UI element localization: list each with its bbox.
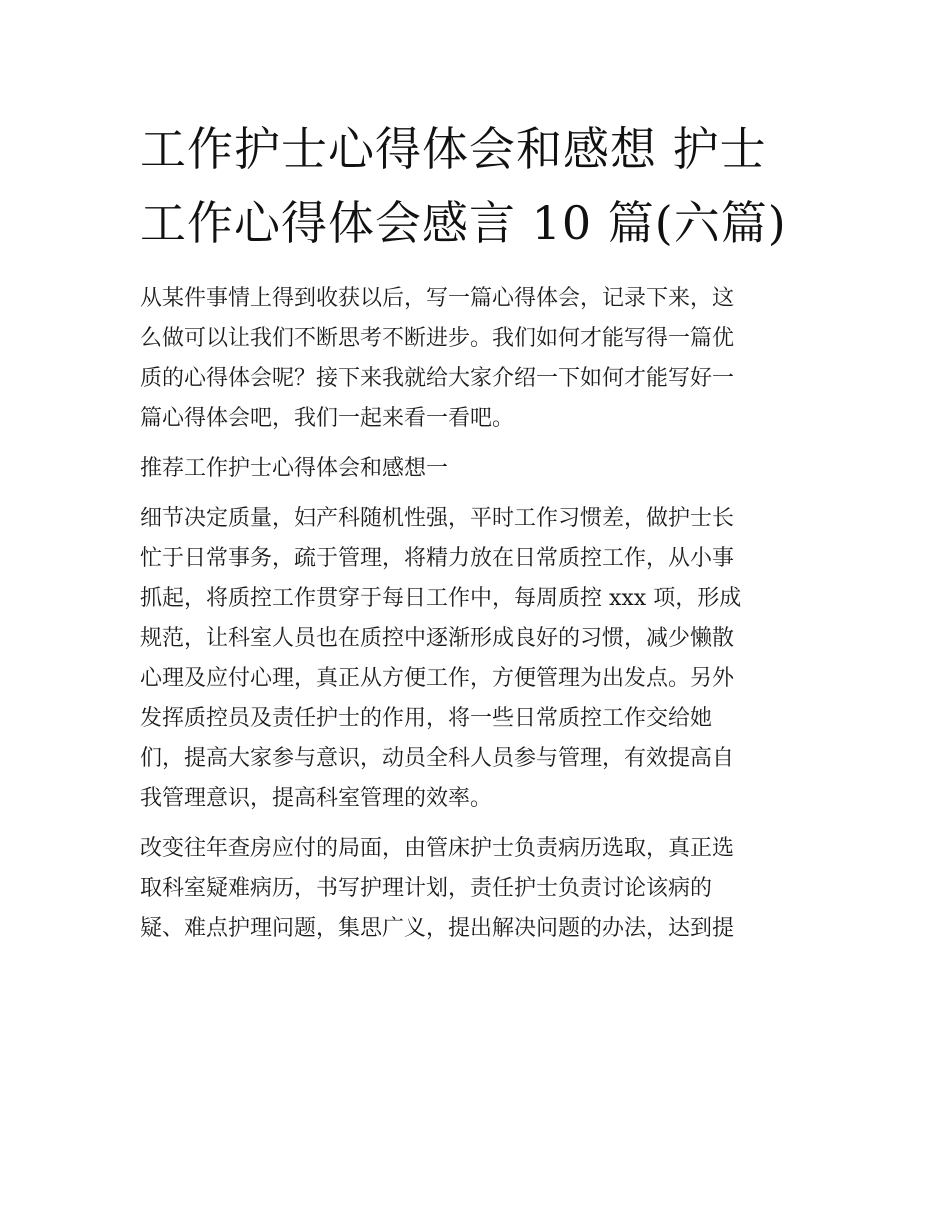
text-line: 细节决定质量，妇产科随机性强，平时工作习惯差，做护士长 (140, 506, 735, 531)
text-line: 推荐工作护士心得体会和感想一 (140, 456, 449, 481)
text-line: 规范，让科室人员也在质控中逐渐形成良好的习惯，减少懒散 (140, 626, 735, 651)
intro-paragraph (140, 279, 820, 439)
document-title (140, 112, 820, 260)
text-line: 从某件事情上得到收获以后，写一篇心得体会，记录下来，这 (140, 286, 735, 311)
title-line: 工作心得体会感言 10 篇(六篇) (140, 196, 787, 250)
text-line: 发挥质控员及责任护士的作用，将一些日常质控工作交给她 (140, 706, 713, 731)
text-line: 抓起，将质控工作贯穿于每日工作中，每周质控 xxx 项，形成 (140, 586, 742, 611)
text-line: 忙于日常事务，疏于管理，将精力放在日常质控工作，从小事 (140, 546, 735, 571)
text-line: 么做可以让我们不断思考不断进步。我们如何才能写得一篇优 (140, 326, 735, 351)
text-line: 心理及应付心理，真正从方便工作，方便管理为出发点。另外 (140, 666, 735, 691)
text-line: 我管理意识，提高科室管理的效率。 (140, 786, 493, 811)
body-paragraph (140, 499, 820, 819)
text-line: 疑、难点护理问题，集思广义，提出解决问题的办法，达到提 (140, 916, 735, 941)
title-line: 工作护士心得体会和感想 护士 (140, 122, 767, 176)
text-line: 篇心得体会吧，我们一起来看一看吧。 (140, 406, 515, 431)
body-paragraph (140, 829, 820, 949)
text-line: 质的心得体会呢？接下来我就给大家介绍一下如何才能写好一 (140, 366, 735, 391)
text-line: 改变往年查房应付的局面，由管床护士负责病历选取，真正选 (140, 836, 735, 861)
text-line: 取科室疑难病历，书写护理计划，责任护士负责讨论该病的 (140, 876, 713, 901)
section-heading (140, 449, 820, 489)
text-line: 们，提高大家参与意识，动员全科人员参与管理，有效提高自 (140, 746, 735, 771)
document-body (140, 279, 820, 959)
